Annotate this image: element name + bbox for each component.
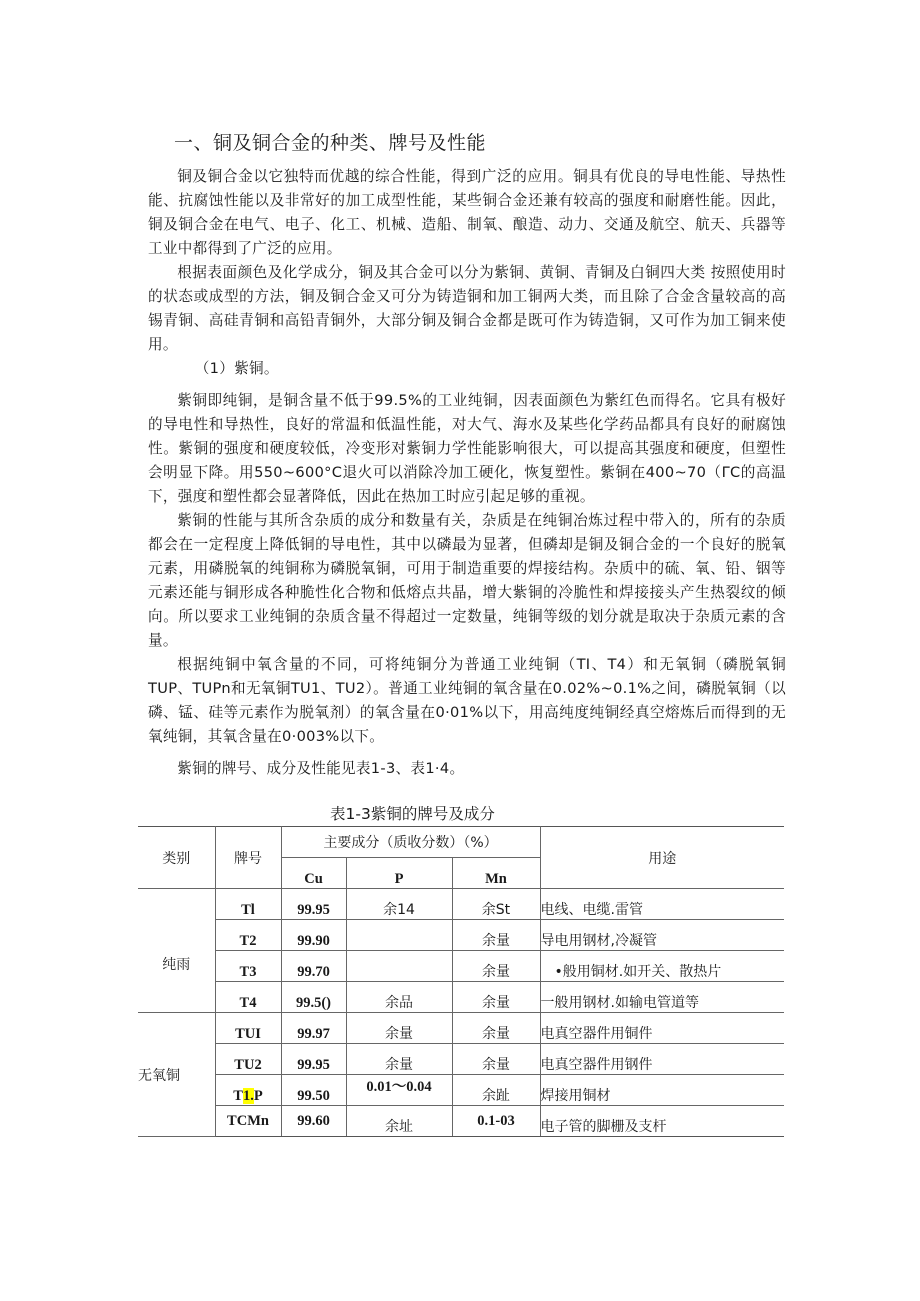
p-cell [346, 920, 452, 951]
cu-cell: 99.97 [281, 1013, 346, 1044]
header-grade: 牌号 [215, 827, 281, 889]
paragraph: 紫铜的性能与其所含杂质的成分和数量有关，杂质是在纯铜冶炼过程中带入的，所有的杂质都会在一定程度上降低铜的导电性，其中以磷最为显著，但磷却是铜及铜合金的一个良好的脱氧元素，用磷脱氧的纯铜称为磷脱氧铜，可用于制造重要的焊接结构。杂质中的硫、氧、铅、铟等元素还能与铜形成各种脆性化合物和低熔点共晶，增大紫铜的冷脆性和焊接接头产生热裂纹的倾向。所以要求工业纯铜的杂质含量不得超过一定数量，纯铜等级的划分就是取决于杂质元素的含量。 [148, 512, 786, 649]
header-category: 类别 [138, 827, 215, 889]
p-cell: 余量 [346, 1044, 452, 1075]
mn-cell: 余量 [452, 951, 540, 982]
category-cell: 纯雨 [138, 889, 215, 1013]
use-cell: 电真空器件用铜件 [540, 1013, 784, 1044]
mn-cell: 余量 [452, 982, 540, 1013]
use-cell: 导电用钢材,冷凝管 [540, 920, 784, 951]
use-cell: 一般用钢材.如输电管道等 [540, 982, 784, 1013]
header-p: P [346, 858, 452, 889]
table-row [138, 1106, 784, 1137]
cu-cell: 99.50 [281, 1075, 346, 1106]
mn-cell: 余趾 [452, 1075, 540, 1106]
mn-cell: 余量 [452, 920, 540, 951]
use-cell: 电子管的脚栅及支杆 [540, 1106, 784, 1137]
mn-cell: 余量 [452, 1044, 540, 1075]
paragraph: 铜及铜合金以它独特而优越的综合性能，得到广泛的应用。铜具有优良的导电性能、导热性能、抗腐蚀性能以及非常好的加工成型性能，某些铜合金还兼有较高的强度和耐磨性能。因此，铜及铜合金在电气、电子、化工、机械、造船、制氧、酿造、动力、交通及航空、航天、兵器等工业中都得到了广泛的应用。 [148, 168, 786, 257]
use-cell: 焊接用铜材 [540, 1075, 784, 1106]
table-row [138, 982, 784, 1013]
paragraph: 根据纯铜中氧含量的不同，可将纯铜分为普通工业纯铜（TI、T4）和无氧铜（磷脱氧铜TUP、TUPn和无氧铜TU1、TU2）。普通工业纯铜的氧含量在0.02%~0.1%之间，磷脱氧铜（以磷、锰、硅等元素作为脱氧剂）的氧含量在0·01%以下，用高纯度纯铜经真空熔炼后而得到的无氧纯铜，其氧含量在0·003%以下。 [148, 656, 786, 745]
header-cu: Cu [281, 858, 346, 889]
mn-cell: 0.1-03 [452, 1106, 540, 1137]
table-row [138, 889, 784, 920]
grade-part: T [233, 1088, 243, 1104]
table-row [138, 920, 784, 951]
mn-cell: 余St [452, 889, 540, 920]
cu-cell: 99.60 [281, 1106, 346, 1137]
use-cell: 电真空器件用钢件 [540, 1044, 784, 1075]
paragraph: 紫铜即纯铜，是铜含量不低于99.5%的工业纯铜，因表面颜色为紫红色而得名。它具有极好的导电性和导热性，良好的常温和低温性能，对大气、海水及某些化学药品都具有良好的耐腐蚀性。紫铜的强度和硬度较低，冷变形对紫铜力学性能影响很大，可以提高其强度和硬度，但塑性会明显下降。用550~600°C退火可以消除冷加工硬化，恢复塑性。紫铜在400~70（ΓC的高温下，强度和塑性都会显著降低，因此在热加工时应引起足够的重视。 [148, 392, 786, 505]
grade-cell: TUI [215, 1013, 281, 1044]
cu-cell: 99.70 [281, 951, 346, 982]
grade-cell: TCMn [215, 1106, 281, 1137]
mn-cell: 余量 [452, 1013, 540, 1044]
grade-cell: T2 [215, 920, 281, 951]
cu-cell: 99.95 [281, 889, 346, 920]
subheading: （1）紫铜。 [194, 360, 279, 377]
p-cell: 0.01～0.04 [346, 1075, 452, 1106]
grade-cell: T4 [215, 982, 281, 1013]
header-use: 用途 [540, 827, 784, 889]
cu-cell: 99.5() [281, 982, 346, 1013]
paragraph: 紫铜的牌号、成分及性能见表1-3、表1·4。 [177, 760, 465, 777]
cu-cell: 99.95 [281, 1044, 346, 1075]
table-row [138, 1044, 784, 1075]
p-cell: 余址 [346, 1106, 452, 1137]
table-caption: 表1-3紫铜的牌号及成分 [330, 805, 495, 823]
grade-cell [215, 1075, 281, 1106]
p-cell: 余14 [346, 889, 452, 920]
category-cell: 无氧铜 [138, 1013, 215, 1137]
cu-cell: 99.90 [281, 920, 346, 951]
p-cell: 余量 [346, 1013, 452, 1044]
table-header-row [138, 827, 784, 858]
grade-cell: T3 [215, 951, 281, 982]
header-mn: Mn [452, 858, 540, 889]
section-heading: 一、铜及铜合金的种类、牌号及性能 [174, 132, 487, 154]
grade-cell: TU2 [215, 1044, 281, 1075]
copper-grade-table [138, 826, 784, 1137]
grade-part: P [253, 1088, 263, 1104]
table-row [138, 1075, 784, 1106]
p-cell [346, 951, 452, 982]
table-row [138, 1013, 784, 1044]
table-row [138, 951, 784, 982]
paragraph: 根据表面颜色及化学成分，铜及其合金可以分为紫铜、黄铜、青铜及白铜四大类 按照使用时的状态或成型的方法，铜及铜合金又可分为铸造铜和加工铜两大类，而且除了合金含量较高的高锡青铜、高硅青铜和高铅青铜外，大部分铜及铜合金都是既可作为铸造铜，又可作为加工铜来使用。 [148, 264, 786, 353]
use-cell: 电线、电缆.雷管 [540, 889, 784, 920]
use-cell: •般用铜材.如开关、散热片 [540, 951, 784, 982]
p-cell: 余品 [346, 982, 452, 1013]
highlighted-text: 1. [242, 1088, 254, 1104]
header-composition: 主要成分（质收分数）（%） [281, 827, 540, 858]
grade-cell: Tl [215, 889, 281, 920]
